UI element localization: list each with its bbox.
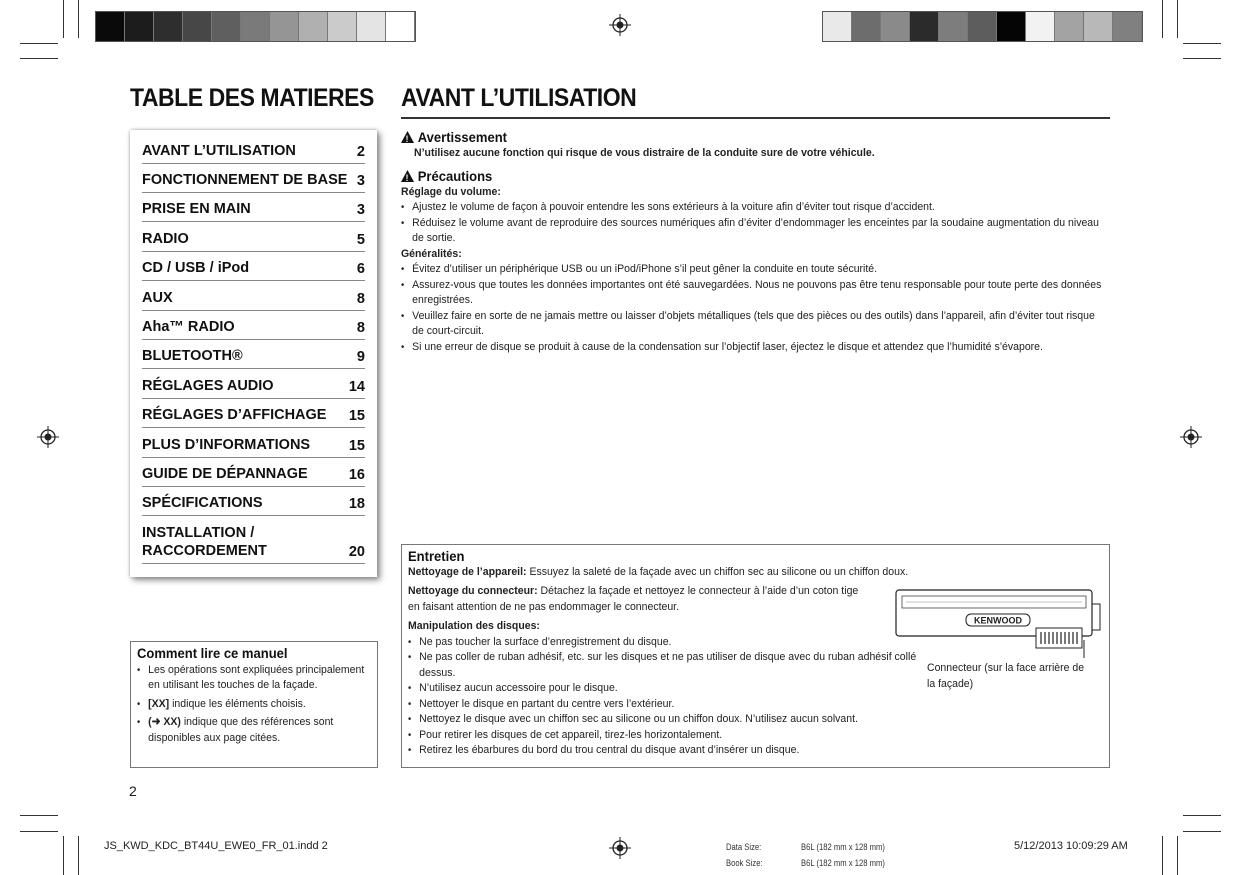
- toc-item-label: RÉGLAGES AUDIO: [142, 378, 274, 394]
- disc-list-item: • Retirez les ébarbures du bord du trou central du disque avant d’insérer un disque.: [408, 743, 952, 759]
- disc-list-item: • N’utilisez aucun accessoire pour le disque.: [408, 681, 952, 697]
- faceplate-illustration: [894, 588, 1104, 658]
- toc-item[interactable]: [142, 402, 365, 428]
- toc-item-label: PRISE EN MAIN: [142, 201, 251, 217]
- toc-item-page: 3: [356, 173, 365, 189]
- warning-icon: [401, 131, 414, 143]
- toc-item-label: FONCTIONNEMENT DE BASE: [142, 172, 348, 188]
- toc-item-page: 18: [348, 496, 365, 512]
- color-swatch: [823, 12, 852, 41]
- how-to-title: Comment lire ce manuel: [137, 645, 288, 661]
- clean-unit-text: Nettoyage de l’appareil: Essuyez la saleté de la façade avec un chiffon sec au silicone ou un chiffon doux.: [408, 565, 909, 578]
- how-to-bullet: • [XX] indique les éléments choisis.: [137, 697, 374, 713]
- toc-item-label: GUIDE DE DÉPANNAGE: [142, 466, 308, 482]
- color-swatch: [997, 12, 1026, 41]
- toc-item[interactable]: [142, 285, 365, 311]
- book-size-value: B6L (182 mm x 128 mm): [801, 858, 885, 868]
- book-size-label: Book Size:: [726, 858, 763, 868]
- volume-heading: Réglage du volume:: [401, 185, 501, 198]
- color-swatch: [212, 12, 241, 41]
- footer-filename: JS_KWD_KDC_BT44U_EWE0_FR_01.indd 2: [104, 840, 328, 852]
- general-list-item: • Assurez-vous que toutes les données importantes ont été sauvegardées. Nous ne pouvons pas être tenu responsable pour toute perte des données enregistrées.: [401, 278, 1108, 309]
- toc-item[interactable]: [142, 138, 365, 164]
- registration-mark-icon: [37, 426, 59, 448]
- toc-item-page: 16: [348, 467, 365, 483]
- toc-item[interactable]: [142, 255, 365, 281]
- general-list: [401, 262, 1108, 355]
- toc-item[interactable]: [142, 490, 365, 516]
- data-size-value: B6L (182 mm x 128 mm): [801, 842, 885, 852]
- color-swatch: [357, 12, 386, 41]
- toc-item-label: PLUS D’INFORMATIONS: [142, 437, 311, 453]
- color-swatch: [154, 12, 183, 41]
- toc-item[interactable]: [142, 461, 365, 487]
- toc-item-label: AVANT L’UTILISATION: [142, 143, 296, 159]
- toc-item-label: SPÉCIFICATIONS: [142, 495, 263, 511]
- discs-heading: Manipulation des disques:: [408, 620, 540, 632]
- color-swatch: [241, 12, 270, 41]
- toc-item-page: 2: [356, 144, 365, 160]
- title-rule: [401, 117, 1110, 119]
- toc-item-label: INSTALLATION / RACCORDEMENT: [142, 525, 267, 559]
- color-swatch: [299, 12, 328, 41]
- color-swatch: [1084, 12, 1113, 41]
- how-to-read-box: [130, 641, 378, 768]
- general-list-item: • Évitez d’utiliser un périphérique USB ou un iPod/iPhone s’il peut gêner la conduite en toute sécurité.: [401, 262, 1108, 278]
- volume-list: [401, 200, 1108, 247]
- disc-list-item: • Pour retirer les disques de cet appareil, tirez-les horizontalement.: [408, 728, 952, 744]
- general-list-item: • Si une erreur de disque se produit à cause de la condensation sur l’objectif laser, éjectez le disque et attendez que l’humidité s’évapore.: [401, 340, 1108, 356]
- toc-item[interactable]: [142, 373, 365, 399]
- toc-item-label: Aha™ RADIO: [142, 319, 235, 335]
- toc-item-page: 9: [356, 349, 365, 365]
- color-swatch: [96, 12, 125, 41]
- color-swatch: [125, 12, 154, 41]
- precautions-section: [401, 130, 1108, 355]
- toc-item-label: RÉGLAGES D’AFFICHAGE: [142, 407, 327, 423]
- color-swatch: [386, 12, 415, 41]
- toc-item[interactable]: [142, 226, 365, 252]
- toc-item[interactable]: [142, 167, 365, 193]
- clean-connector-text: Nettoyage du connecteur: Détachez la façade et nettoyez le connecteur à l’aide d’un coton tige en faisant attention de ne pas endommager le connecteur.: [408, 585, 859, 613]
- toc-item-label: BLUETOOTH®: [142, 348, 243, 364]
- section-title: AVANT L’UTILISATION: [401, 84, 637, 112]
- toc-item[interactable]: [142, 314, 365, 340]
- toc-item-label: AUX: [142, 290, 173, 306]
- disc-list-item: • Nettoyer le disque en partant du centre vers l’extérieur.: [408, 697, 952, 713]
- disc-list-item: • Ne pas coller de ruban adhésif, etc. sur les disques et ne pas utiliser de disque avec du ruban adhésif collé dessus.: [408, 650, 952, 681]
- toc-item-page: 8: [356, 320, 365, 336]
- toc-item-label: RADIO: [142, 231, 189, 247]
- toc-item-page: 20: [348, 544, 365, 560]
- warning-icon: [401, 170, 414, 182]
- brand-logo: KENWOOD: [974, 615, 1022, 626]
- toc-item-page: 15: [348, 408, 365, 424]
- color-swatch: [881, 12, 910, 41]
- registration-mark-icon: [609, 837, 631, 859]
- toc-item-page: 8: [356, 291, 365, 307]
- disc-list-item: • Ne pas toucher la surface d’enregistrement du disque.: [408, 635, 952, 651]
- maintenance-box: [401, 544, 1110, 768]
- general-list-item: • Veuillez faire en sorte de ne jamais mettre ou laisser d’objets métalliques (tels que des pièces ou des outils) dans l’appareil, afin d’éviter tout risque de court-circuit.: [401, 309, 1108, 340]
- precautions-heading: !Précautions: [401, 169, 1108, 185]
- toc-item-page: 15: [348, 438, 365, 454]
- toc-item[interactable]: [142, 432, 365, 458]
- data-size-label: Data Size:: [726, 842, 762, 852]
- color-swatch: [1113, 12, 1142, 41]
- toc-item[interactable]: [142, 196, 365, 222]
- how-to-bullet: • Les opérations sont expliquées principalement en utilisant les touches de la façade.: [137, 663, 374, 694]
- connector-caption: Connecteur (sur la face arrière de la façade): [927, 662, 1085, 690]
- toc-item-page: 14: [348, 379, 365, 395]
- disc-list-item: • Nettoyez le disque avec un chiffon sec au silicone ou un chiffon doux. N’utilisez aucun solvant.: [408, 712, 952, 728]
- toc-title: TABLE DES MATIERES: [130, 84, 374, 112]
- warning-text: N’utilisez aucune fonction qui risque de vous distraire de la conduite sure de votre véhicule.: [414, 146, 875, 159]
- registration-mark-icon: [1180, 426, 1202, 448]
- color-bar-left: [95, 11, 416, 42]
- color-swatch: [968, 12, 997, 41]
- volume-list-item: • Réduisez le volume avant de reproduire des sources numériques afin d’éviter d’endommager les enceintes par la soudaine augmentation du niveau de sortie.: [401, 216, 1108, 247]
- general-heading: Généralités:: [401, 247, 462, 260]
- color-swatch: [183, 12, 212, 41]
- toc-item-label: CD / USB / iPod: [142, 260, 250, 276]
- color-swatch: [328, 12, 357, 41]
- color-swatch: [270, 12, 299, 41]
- toc-item-page: 3: [356, 202, 365, 218]
- color-bar-right: [822, 11, 1143, 42]
- toc-item-page: 5: [356, 232, 365, 248]
- footer-datetime: 5/12/2013 10:09:29 AM: [1014, 840, 1128, 852]
- toc-item-page: 6: [356, 261, 365, 277]
- maintenance-heading: Entretien: [408, 548, 465, 564]
- color-swatch: [1055, 12, 1084, 41]
- color-swatch: [939, 12, 968, 41]
- toc-item[interactable]: [142, 343, 365, 369]
- discs-list: [408, 635, 952, 759]
- how-to-bullet: • (➜ XX) indique que des références sont disponibles aux page citées.: [137, 715, 374, 746]
- color-swatch: [910, 12, 939, 41]
- warning-heading: !Avertissement: [401, 130, 1108, 146]
- color-swatch: [852, 12, 881, 41]
- volume-list-item: • Ajustez le volume de façon à pouvoir entendre les sons extérieurs à la voiture afin d’éviter tout risque d’accident.: [401, 200, 1108, 216]
- table-of-contents: [130, 130, 377, 577]
- registration-mark-icon: [609, 14, 631, 36]
- toc-item[interactable]: [142, 520, 365, 564]
- page-number: 2: [129, 783, 137, 799]
- color-swatch: [1026, 12, 1055, 41]
